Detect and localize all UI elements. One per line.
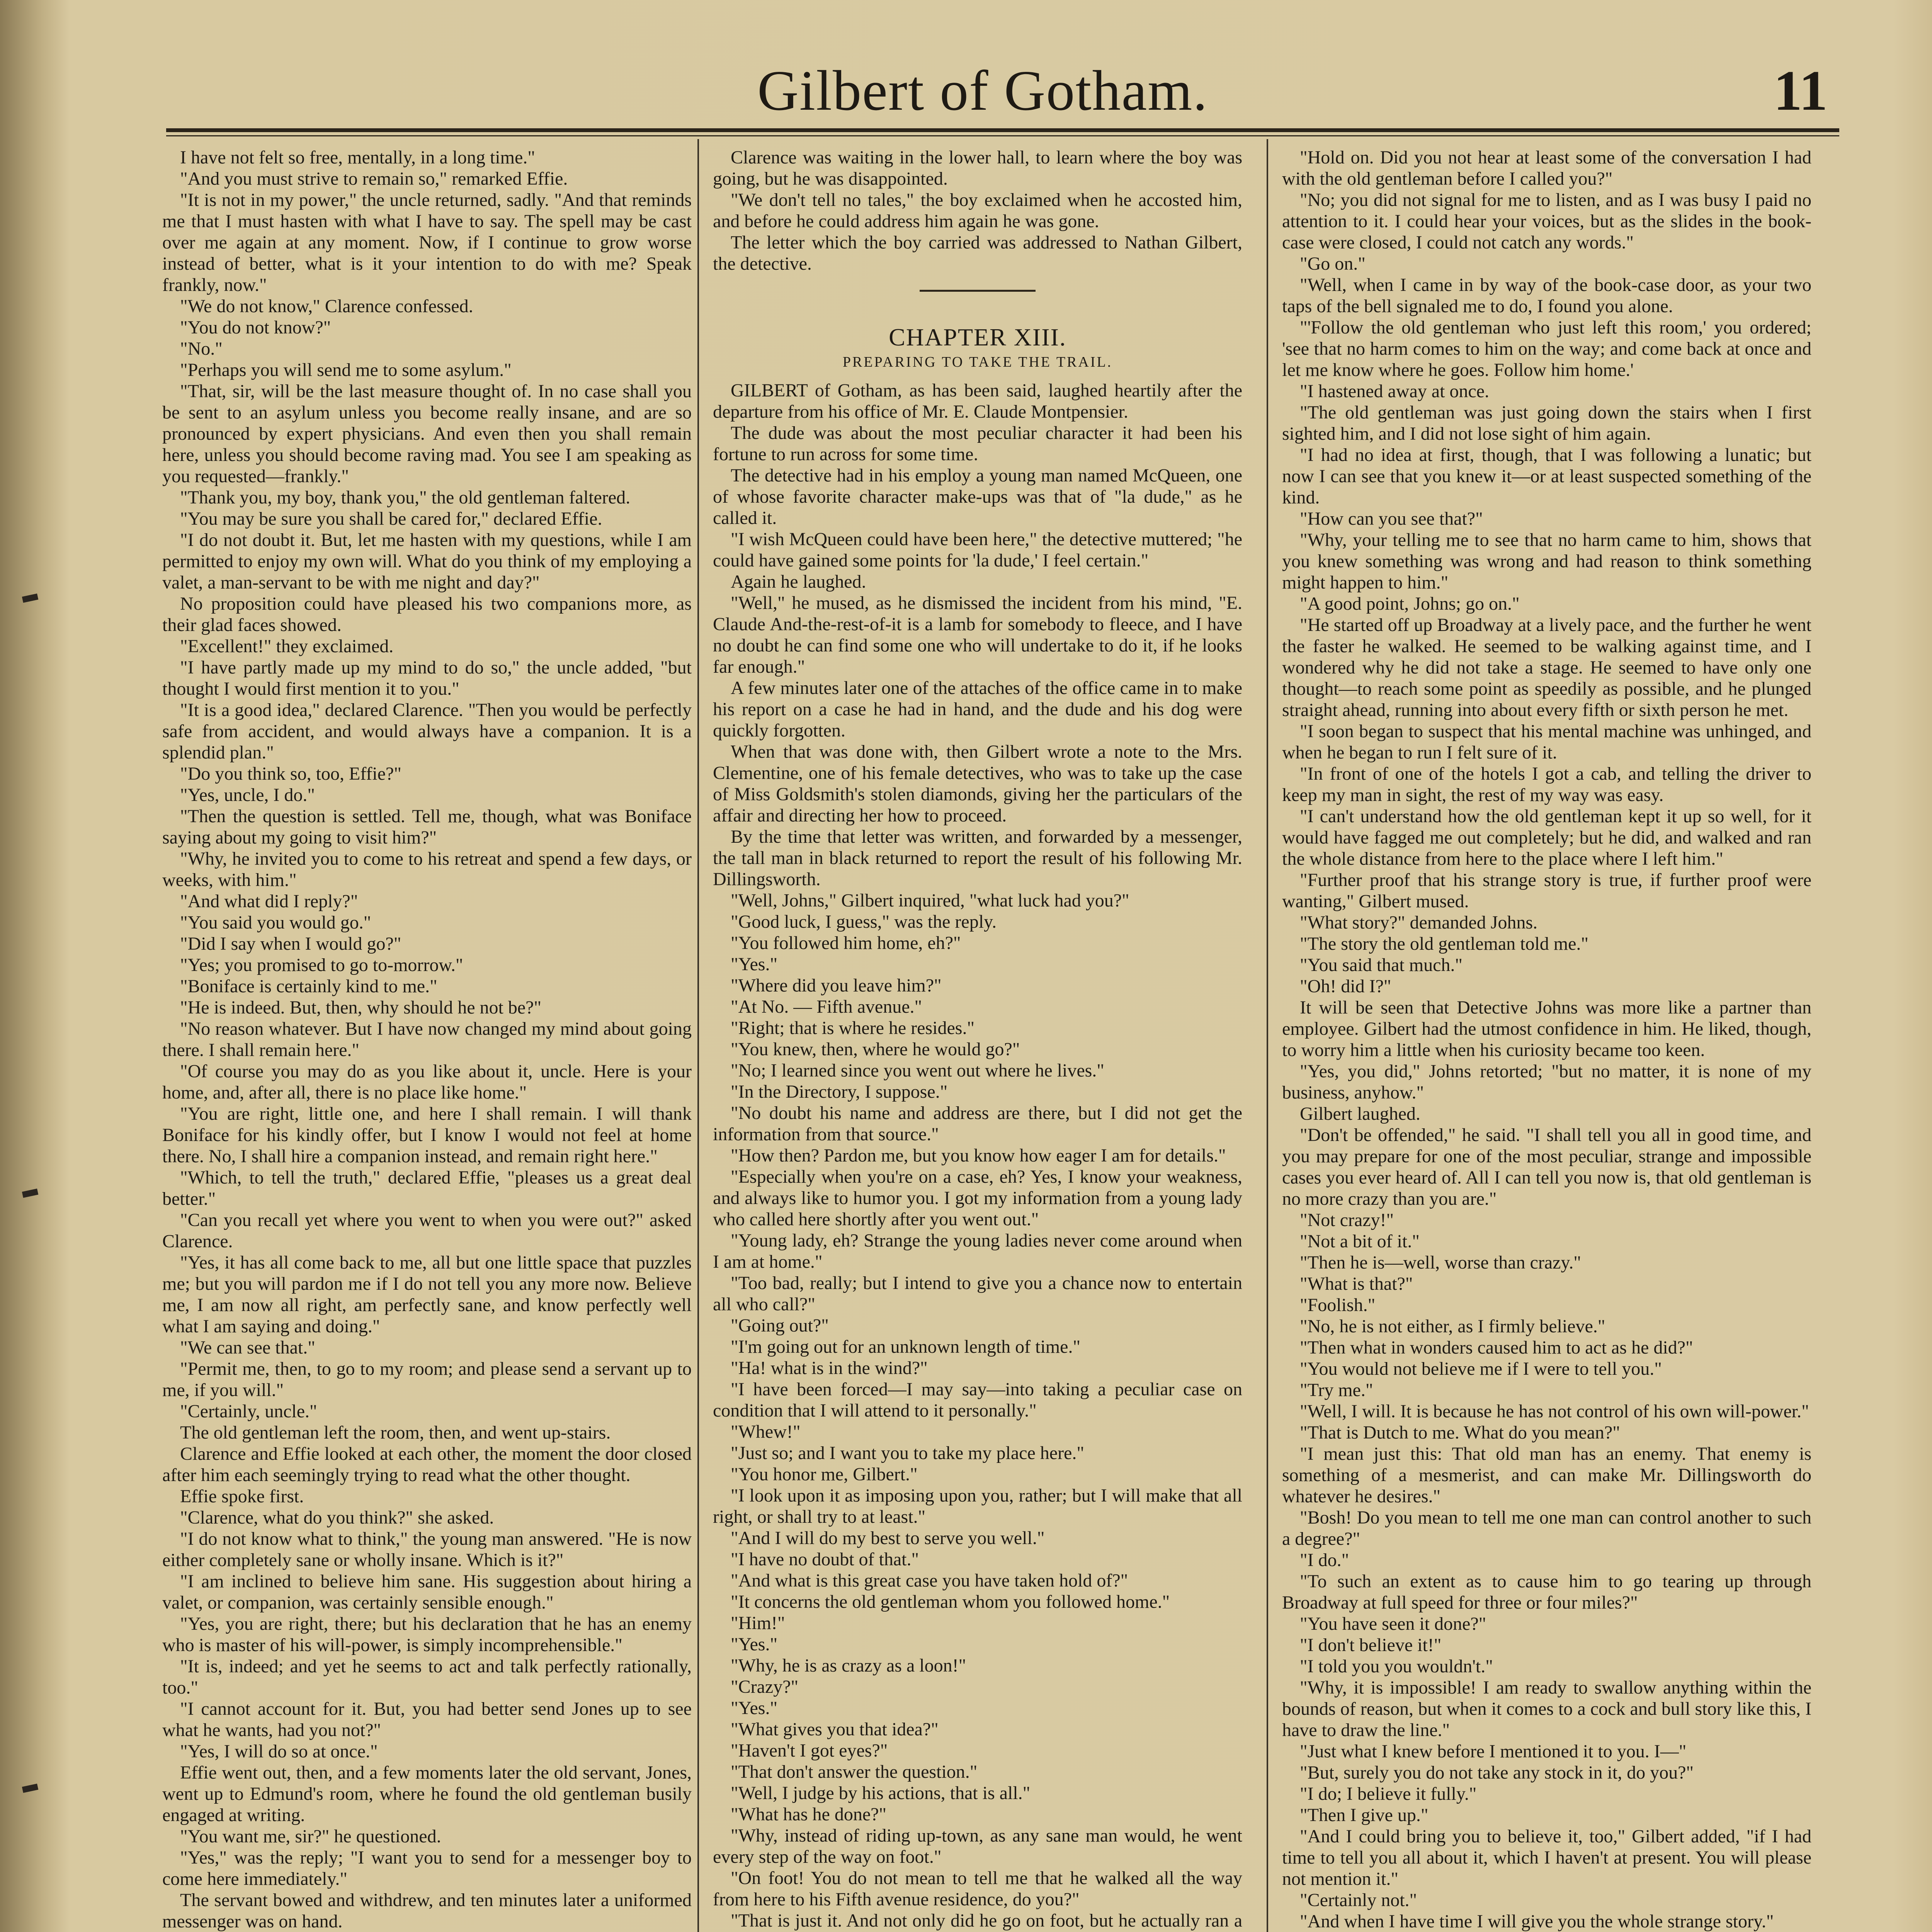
paragraph: "Clarence, what do you think?" she asked. — [180, 1507, 494, 1528]
paragraph: "I have been forced—I may say—into taking a peculiar case on condition that I will attend to it personally." — [713, 1379, 1242, 1421]
paragraph: "I can't understand how the old gentleman kept it up so well, for it would have fagged me out completely; but he did, and walked and ran the whole distance from here to the place where I left him." — [1282, 806, 1811, 869]
text-column-1 — [162, 147, 692, 1932]
paragraph: I have not felt so free, mentally, in a long time." — [180, 147, 535, 168]
paragraph: "What story?" demanded Johns. — [1300, 912, 1538, 933]
paragraph: "Where did you leave him?" — [731, 975, 942, 996]
paragraph: "Foolish." — [1300, 1295, 1376, 1315]
paragraph: "We do not know," Clarence confessed. — [180, 296, 473, 316]
paragraph: "Do you think so, too, Effie?" — [180, 764, 401, 784]
paragraph: "You are right, little one, and here I shall remain. I will thank Boniface for his kindly offer, but I know I would not feel at home there. No, I shall hire a companion instead, and remain right here." — [162, 1104, 692, 1167]
paragraph: "I'm going out for an unknown length of time." — [731, 1337, 1081, 1357]
paragraph: "I do." — [1300, 1550, 1349, 1570]
paragraph: "Yes, it has all come back to me, all but one little space that puzzles me; but you will pardon me if I do not tell you any more now. Believe me, I am now all right, am perfectly sane, and know perfectly well what I am saying and doing." — [162, 1252, 692, 1337]
paragraph: "Yes, I will do so at once." — [180, 1741, 378, 1762]
paragraph: "I do not doubt it. But, let me hasten with my questions, while I am permitted to enjoy my own will. What do you think of my employing a valet, a man-servant to be with me night and day?" — [162, 530, 692, 593]
paragraph: When that was done with, then Gilbert wrote a note to the Mrs. Clementine, one of his female detectives, who was to take up the case of Miss Goldsmith's stolen diamonds, giving her the particulars of the affair and directing her how to proceed. — [713, 742, 1242, 826]
paragraph: "Perhaps you will send me to some asylum." — [180, 360, 512, 380]
paragraph: The old gentleman left the room, then, and went up-stairs. — [180, 1422, 611, 1443]
paragraph: "I mean just this: That old man has an enemy. That enemy is something of a mesmerist, and can make Mr. Dillingsworth do whatever he desires." — [1282, 1444, 1811, 1507]
paragraph: "Right; that is where he resides." — [731, 1018, 975, 1038]
paragraph: "How can you see that?" — [1300, 509, 1483, 529]
paragraph: The letter which the boy carried was addressed to Nathan Gilbert, the detective. — [713, 232, 1242, 274]
paragraph: "Why, instead of riding up-town, as any sane man would, he went every step of the way on foot." — [713, 1825, 1242, 1867]
paragraph: "In front of one of the hotels I got a cab, and telling the driver to keep my man in sight, the rest of my way was easy. — [1282, 764, 1811, 805]
paragraph: "It is, indeed; and yet he seems to act and talk perfectly rationally, too." — [162, 1656, 692, 1698]
paragraph: GILBERT of Gotham, as has been said, laughed heartily after the departure from his office of Mr. E. Claude Montpensier. — [713, 380, 1242, 422]
paragraph: "That, sir, will be the last measure thought of. In no case shall you be sent to an asylum unless you become really insane, and are so pronounced by expert physicians. And even then you shall remain here, unless you should become raving mad. You see I am speaking as you requested—frankly." — [162, 381, 692, 486]
paragraph: "Then what in wonders caused him to act as he did?" — [1300, 1337, 1693, 1358]
paragraph: "Yes." — [731, 1634, 778, 1655]
paragraph: "Crazy?" — [731, 1677, 799, 1697]
paragraph: "Well, I judge by his actions, that is all." — [731, 1783, 1031, 1803]
paragraph: "Whew!" — [731, 1422, 801, 1442]
paragraph: "Not a bit of it." — [1300, 1231, 1420, 1252]
paragraph: "Ha! what is in the wind?" — [731, 1358, 928, 1378]
paragraph: "You do not know?" — [180, 317, 331, 338]
paragraph: "Permit me, then, to go to my room; and please send a servant up to me, if you will." — [162, 1359, 692, 1400]
paragraph: It will be seen that Detective Johns was more like a partner than employee. Gilbert had the utmost confidence in him. He liked, though, to worry him a little when his curiosity became too keen. — [1282, 997, 1811, 1060]
paragraph: "That don't answer the question." — [731, 1762, 978, 1782]
paragraph: "What gives you that idea?" — [731, 1719, 939, 1740]
paragraph: "And you must strive to remain so," remarked Effie. — [180, 168, 568, 189]
paragraph: "To such an extent as to cause him to go tearing up through Broadway at full speed for three or four miles?" — [1282, 1571, 1811, 1613]
paragraph: "Well," he mused, as he dismissed the incident from his mind, "E. Claude And-the-rest-of-it is a lamb for somebody to fleece, and I have no doubt he can find some one who will undertake to do it, if he looks far enough." — [713, 593, 1242, 677]
paragraph: "No reason whatever. But I have now changed my mind about going there. I shall remain here." — [162, 1019, 692, 1060]
paragraph: "And when I have time I will give you the whole strange story." — [1300, 1911, 1774, 1932]
paragraph: "Not crazy!" — [1300, 1210, 1394, 1230]
paragraph: "Yes." — [731, 954, 778, 975]
paragraph: "Then I give up." — [1300, 1805, 1429, 1825]
paragraph: "And what did I reply?" — [180, 891, 358, 912]
paragraph: "Yes, you are right, there; but his declaration that he has an enemy who is master of his will-power, is simply incomprehensible." — [162, 1614, 692, 1655]
paragraph: "I cannot account for it. But, you had better send Jones up to see what he wants, had you not?" — [162, 1699, 692, 1740]
paragraph: By the time that letter was written, and forwarded by a messenger, the tall man in black returned to report the result of his following Mr. Dillingsworth. — [713, 827, 1242, 889]
paragraph: "How then? Pardon me, but you know how eager I am for details." — [731, 1145, 1226, 1166]
paragraph: "Just so; and I want you to take my place here." — [731, 1443, 1084, 1463]
paragraph: "Yes, you did," Johns retorted; "but no matter, it is none of my business, anyhow." — [1282, 1061, 1811, 1103]
paragraph: "Boniface is certainly kind to me." — [180, 976, 437, 997]
paragraph: "At No. — Fifth avenue." — [731, 997, 922, 1017]
column-divider — [1267, 139, 1268, 1932]
paragraph: "Well, I will. It is because he has not control of his own will-power." — [1300, 1401, 1809, 1422]
paragraph: "Excellent!" they exclaimed. — [180, 636, 394, 656]
paragraph: "I had no idea at first, though, that I was following a lunatic; but now I can see that you knew it—or at least suspected something of the kind. — [1282, 445, 1811, 508]
paragraph: The detective had in his employ a young man named McQueen, one of whose favorite character make-ups was that of "la dude," as he called it. — [713, 465, 1242, 528]
paragraph: "In the Directory, I suppose." — [731, 1082, 948, 1102]
page-binding-edge — [0, 0, 70, 1932]
header-rule — [166, 128, 1839, 132]
paragraph: "You honor me, Gilbert." — [731, 1464, 918, 1485]
paragraph: "Can you recall yet where you went to when you were out?" asked Clarence. — [162, 1210, 692, 1252]
paragraph: "Well, when I came in by way of the book-case door, as your two taps of the bell signaled me to do, I found you alone. — [1282, 275, 1811, 316]
paragraph: "It is not in my power," the uncle returned, sadly. "And that reminds me that I must hasten with what I have to say. The spell may be cast over me again at any moment. Now, if I continue to grow worse instead of better, what is it your intention to do with me? Speak frankly, now." — [162, 190, 692, 295]
paragraph: "Yes, uncle, I do." — [180, 785, 315, 805]
paragraph: "No; you did not signal for me to listen, and as I was busy I paid no attention to it. I could hear your voices, but as the slides in the book-case were closed, I could not catch any words." — [1282, 190, 1811, 253]
paragraph: "'Follow the old gentleman who just left this room,' you ordered; 'see that no harm comes to him on the way; and come back at once and let me know where he goes. Follow him home.' — [1282, 317, 1811, 380]
paragraph: "Of course you may do as you like about it, uncle. Here is your home, and, after all, there is no place like home." — [162, 1061, 692, 1103]
paragraph: "On foot! You do not mean to tell me that he walked all the way from here to his Fifth avenue residence, do you?" — [713, 1868, 1242, 1910]
paragraph: Effie spoke first. — [180, 1486, 304, 1507]
paragraph: The servant bowed and withdrew, and ten minutes later a uniformed messenger was on hand. — [162, 1890, 692, 1932]
chapter-heading: CHAPTER XIII. — [889, 323, 1066, 351]
header-rule-thin — [166, 135, 1839, 136]
paragraph: "I have no doubt of that." — [731, 1549, 919, 1570]
paragraph: "Haven't I got eyes?" — [731, 1740, 888, 1761]
paragraph: "You have seen it done?" — [1300, 1614, 1486, 1634]
paragraph: Again he laughed. — [731, 571, 866, 592]
column-divider — [697, 139, 699, 1932]
paragraph: "You said that much." — [1300, 955, 1463, 975]
paragraph: "And I could bring you to believe it, too," Gilbert added, "if I had time to tell you all about it, which I haven't at present. You will please not mention it." — [1282, 1826, 1811, 1889]
paragraph: "Further proof that his strange story is true, if further proof were wanting," Gilbert mused. — [1282, 870, 1811, 912]
paragraph: "I hastened away at once. — [1300, 381, 1490, 401]
paragraph: "No doubt his name and address are there, but I did not get the information from that source." — [713, 1103, 1242, 1145]
paragraph: "Did I say when I would go?" — [180, 934, 401, 954]
paragraph: "Go on." — [1300, 253, 1366, 274]
paragraph: "I am inclined to believe him sane. His suggestion about hiring a valet, or companion, was certainly sensible enough." — [162, 1571, 692, 1613]
paragraph: "And I will do my best to serve you well." — [731, 1528, 1045, 1548]
paragraph: "He is indeed. But, then, why should he not be?" — [180, 997, 542, 1018]
paragraph: "Especially when you're on a case, eh? Yes, I know your weakness, and always like to humor you. I got my information from a young lady who called here shortly after you went out." — [713, 1167, 1242, 1230]
paragraph: "What has he done?" — [731, 1804, 887, 1825]
paragraph: "I look upon it as imposing upon you, rather; but I will make that all right, or shall try to at least." — [713, 1485, 1242, 1527]
paragraph: "I have partly made up my mind to do so," the uncle added, "but thought I would first mention it to you." — [162, 657, 692, 699]
paragraph: "I soon began to suspect that his mental machine was unhinged, and when he began to run I felt sure of it. — [1282, 721, 1811, 763]
paragraph: "Young lady, eh? Strange the young ladies never come around when I am at home." — [713, 1230, 1242, 1272]
paragraph: "Good luck, I guess," was the reply. — [731, 912, 997, 932]
paragraph: Effie went out, then, and a few moments later the old servant, Jones, went up to Edmund's room, where he found the old gentleman busily engaged at writing. — [162, 1762, 692, 1825]
paragraph: "But, surely you do not take any stock in it, do you?" — [1300, 1762, 1694, 1783]
paragraph: "Why, he invited you to come to his retreat and spend a few days, or weeks, with him." — [162, 849, 692, 890]
paragraph: "Then he is—well, worse than crazy." — [1300, 1252, 1581, 1273]
paragraph: "Which, to tell the truth," declared Effie, "pleases us a great deal better." — [162, 1167, 692, 1209]
paragraph: "Going out?" — [731, 1315, 829, 1336]
paragraph: "No, he is not either, as I firmly believe." — [1300, 1316, 1605, 1337]
paragraph: "You would not believe me if I were to tell you." — [1300, 1359, 1662, 1379]
paragraph: "No; I learned since you went out where he lives." — [731, 1060, 1104, 1081]
paragraph: "I don't believe it!" — [1300, 1635, 1442, 1655]
paragraph: "I do; I believe it fully." — [1300, 1784, 1477, 1804]
paragraph: "Yes; you promised to go to-morrow." — [180, 955, 463, 975]
paragraph: "Certainly not." — [1300, 1890, 1417, 1910]
paragraph: "The old gentleman was just going down the stairs when I first sighted him, and I did not lose sight of him again. — [1282, 402, 1811, 444]
paragraph: "That is just it. And not only did he go on foot, but he actually ran a — [731, 1910, 1242, 1931]
paragraph: "What is that?" — [1300, 1274, 1413, 1294]
paragraph: "Hold on. Did you not hear at least some of the conversation I had with the old gentleman before I called you?" — [1282, 147, 1811, 189]
paragraph: "I wish McQueen could have been here," the detective muttered; "he could have gained some points for 'la dude,' I feel certain." — [713, 529, 1242, 571]
running-title: Gilbert of Gotham. — [757, 59, 1208, 122]
paragraph: "Yes." — [731, 1698, 778, 1718]
paragraph: "And what is this great case you have taken hold of?" — [731, 1570, 1128, 1591]
paragraph: "Why, your telling me to see that no harm came to him, shows that you knew something was wrong and had reason to think something might happen to him." — [1282, 530, 1811, 593]
paragraph: "You followed him home, eh?" — [731, 933, 961, 953]
paragraph: "I told you you wouldn't." — [1300, 1656, 1493, 1677]
paragraph: "Why, he is as crazy as a loon!" — [731, 1655, 966, 1676]
paragraph: "Try me." — [1300, 1380, 1373, 1400]
paragraph: "You may be sure you shall be cared for," declared Effie. — [180, 509, 602, 529]
paragraph: "No." — [180, 338, 223, 359]
paragraph: "Then the question is settled. Tell me, though, what was Boniface saying about my going to visit him?" — [162, 806, 692, 848]
paragraph: "Oh! did I?" — [1300, 976, 1391, 997]
text-column-3 — [1282, 147, 1811, 1932]
paragraph: "You knew, then, where he would go?" — [731, 1039, 1020, 1060]
paragraph: "It is a good idea," declared Clarence. "Then you would be perfectly safe from accident, and would always have a companion. It is a splendid plan." — [162, 700, 692, 763]
paragraph: "Certainly, uncle." — [180, 1401, 317, 1422]
paragraph: "Just what I knew before I mentioned it to you. I—" — [1300, 1741, 1687, 1762]
column-2-opening-text — [713, 147, 1242, 274]
paragraph: No proposition could have pleased his two companions more, as their glad faces showed. — [162, 594, 692, 635]
paragraph: "That is Dutch to me. What do you mean?" — [1300, 1422, 1620, 1443]
paragraph: "Him!" — [731, 1613, 785, 1633]
paragraph: "We can see that." — [180, 1337, 315, 1358]
paragraph: The dude was about the most peculiar character it had been his fortune to run across for some time. — [713, 423, 1242, 464]
section-separator — [920, 290, 1036, 292]
paragraph: "You want me, sir?" he questioned. — [180, 1826, 441, 1847]
paragraph: "The story the old gentleman told me." — [1300, 934, 1589, 954]
chapter-subtitle: PREPARING TO TAKE THE TRAIL. — [842, 354, 1113, 370]
paragraph: A few minutes later one of the attaches of the office came in to make his report on a case he had in hand, and the dude and his dog were quickly forgotten. — [713, 678, 1242, 741]
paragraph: Clarence and Effie looked at each other, the moment the door closed after him each seemingly trying to read what the other thought. — [162, 1444, 692, 1485]
paragraph: "You said you would go." — [180, 912, 371, 933]
paragraph: "Why, it is impossible! I am ready to swallow anything within the bounds of reason, but when it comes to a cock and bull story like this, I have to draw the line." — [1282, 1677, 1811, 1740]
paragraph: "Bosh! Do you mean to tell me one man can control another to such a degree?" — [1282, 1507, 1811, 1549]
paragraph: "Don't be offended," he said. "I shall tell you all in good time, and you may prepare for one of the most peculiar, strange and impossible cases you ever heard of. All I can tell you now is, that old gentleman is no more crazy than you are." — [1282, 1125, 1811, 1209]
paragraph: "He started off up Broadway at a lively pace, and the further he went the faster he walked. He seemed to be walking against time, and I wondered why he did not take a stage. He seemed to have only one thought—to reach some point as speedily as possible, and he plunged straight ahead, running into about every fifth or sixth person he met. — [1282, 615, 1811, 720]
paragraph: "Thank you, my boy, thank you," the old gentleman faltered. — [180, 487, 631, 508]
paragraph: Clarence was waiting in the lower hall, to learn where the boy was going, but he was disappointed. — [713, 147, 1242, 189]
paragraph: "We don't tell no tales," the boy exclaimed when he accosted him, and before he could address him again he was gone. — [713, 190, 1242, 231]
page-number: 11 — [1774, 59, 1828, 122]
paragraph: "A good point, Johns; go on." — [1300, 594, 1520, 614]
text-column-2 — [713, 147, 1242, 1932]
paragraph: "I do not know what to think," the young man answered. "He is now either completely sane or wholly insane. Which is it?" — [162, 1529, 692, 1570]
paragraph: "Too bad, really; but I intend to give you a chance now to entertain all who call?" — [713, 1273, 1242, 1315]
paragraph: "Well, Johns," Gilbert inquired, "what luck had you?" — [731, 890, 1129, 911]
paragraph: Gilbert laughed. — [1300, 1104, 1420, 1124]
paragraph: "It concerns the old gentleman whom you followed home." — [731, 1592, 1170, 1612]
paragraph: "Yes," was the reply; "I want you to send for a messenger boy to come here immediately." — [162, 1847, 692, 1889]
column-2-chapter-text — [713, 380, 1242, 1932]
